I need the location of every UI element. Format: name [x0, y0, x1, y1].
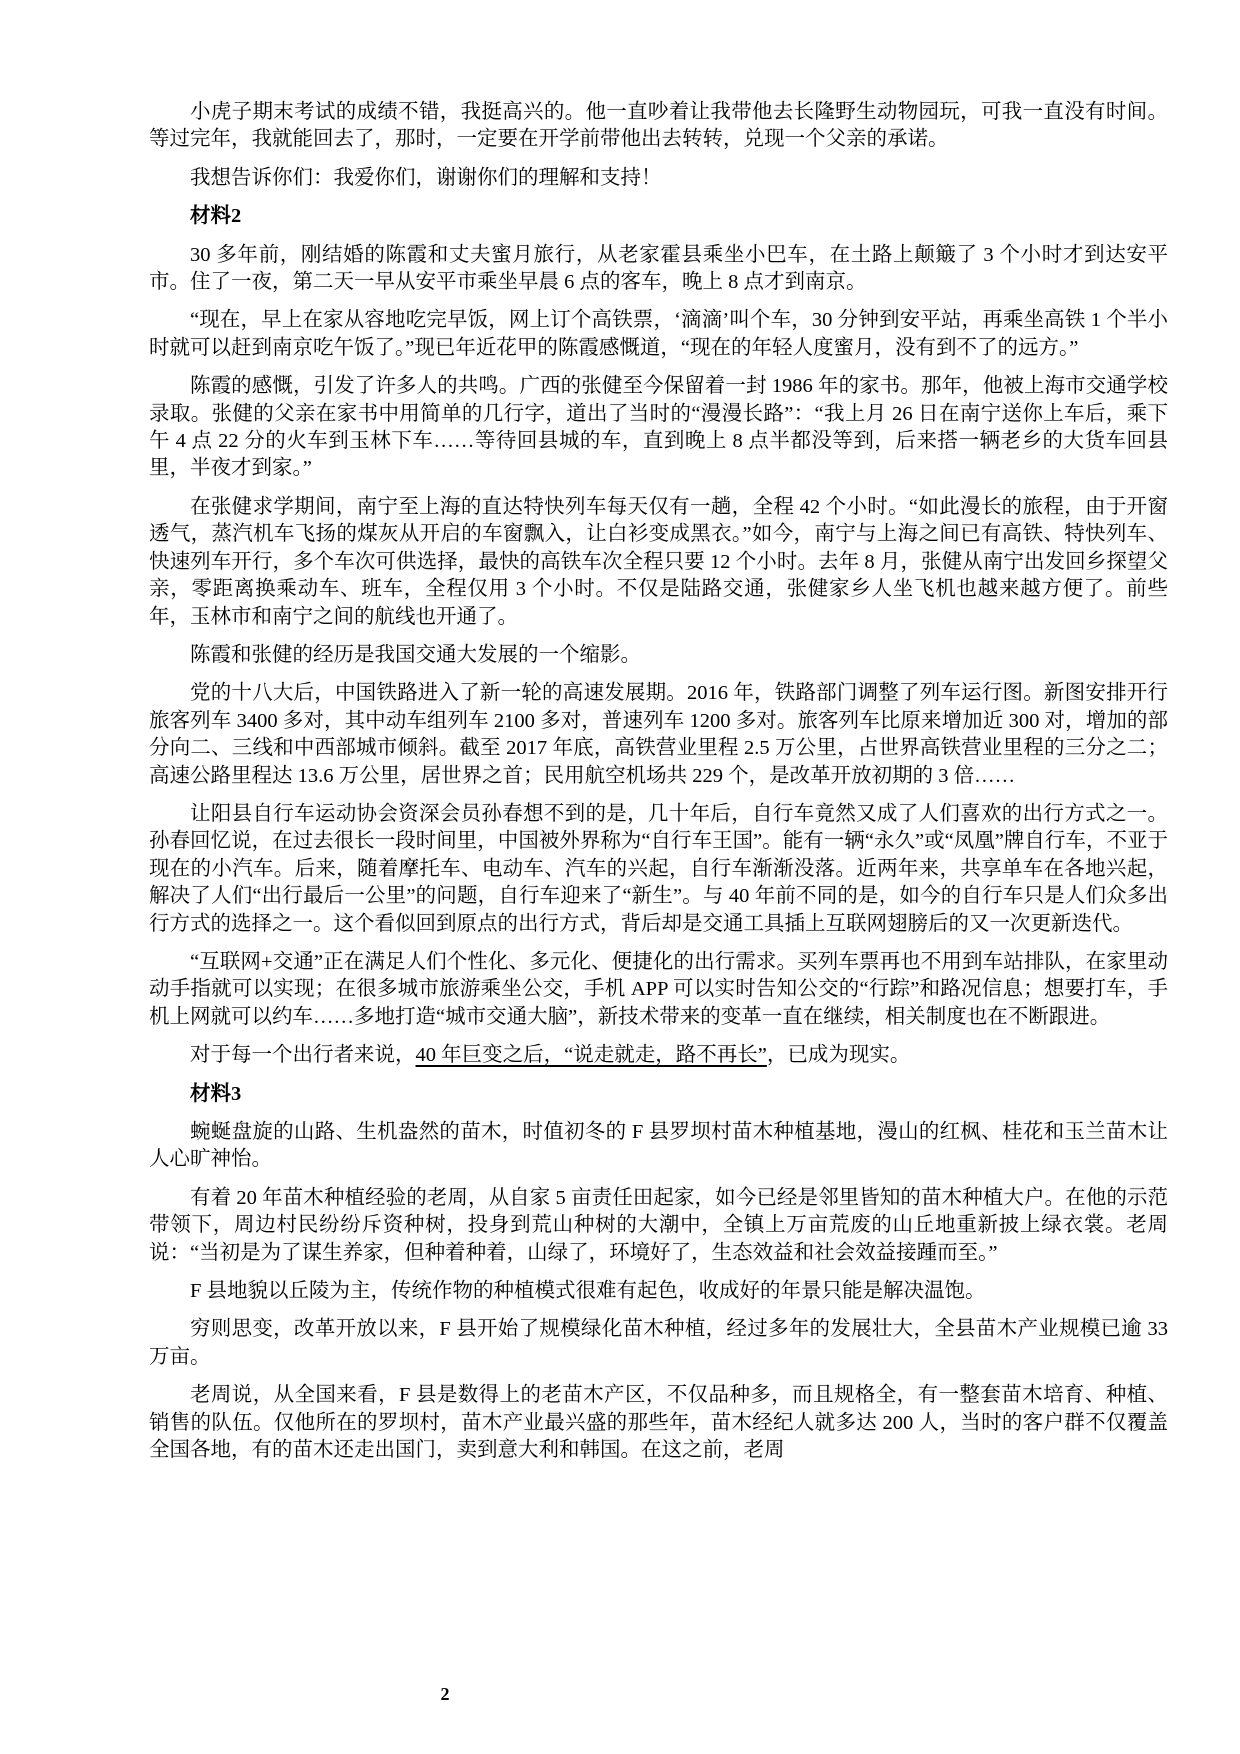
paragraph-text: 对于每一个出行者来说，	[190, 1044, 416, 1067]
paragraph: 30 多年前，刚结婚的陈霞和丈夫蜜月旅行，从老家霍县乘坐小巴车，在土路上颠簸了 3 个小时才到达安平市。住了一夜，第二天一早从安平市乘坐早晨 6 点的客车，晚上 8 点才到南京。	[149, 243, 1168, 294]
material-2-heading: 材料2	[190, 205, 242, 228]
paragraph: 陈霞和张健的经历是我国交通大发展的一个缩影。	[190, 643, 641, 666]
paragraph: 蜿蜒盘旋的山路、生机盎然的苗木，时值初冬的 F 县罗坝村苗木种植基地，漫山的红枫、桂花和玉兰苗木让人心旷神怡。	[149, 1121, 1168, 1171]
paragraph: 穷则思变，改革开放以来，F 县开始了规模绿化苗木种植，经过多年的发展壮大，全县苗木产业规模已逾 33 万亩。	[149, 1318, 1168, 1368]
paragraph: 老周说，从全国来看，F 县是数得上的老苗木产区，不仅品种多，而且规格全，有一整套苗木培育、种植、销售的队伍。仅他所在的罗坝村，苗木产业最兴盛的那些年，苗木经纪人就多达 200 人，当时的客户群不仅覆盖全国各地，有的苗木还走出国门，卖到意大利和韩国。在这之前，老周	[149, 1384, 1168, 1462]
material-3-heading: 材料3	[190, 1082, 242, 1105]
paragraph-text: ，已成为现实。	[766, 1044, 911, 1067]
paragraph: “互联网+交通”正在满足人们个性化、多元化、便捷化的出行需求。买列车票再也不用到车站排队，在家里动动手指就可以实现；在很多城市旅游乘坐公交，手机 APP 可以实时告知公交的“行踪”和路况信息；想要打车，手机上网就可以约车……多地打造“城市交通大脑”，新技术带来的变革一直在继续，相关制度也在不断跟进。	[149, 950, 1168, 1028]
paragraph: 我想告诉你们：我爱你们，谢谢你们的理解和支持！	[190, 166, 662, 189]
paragraph: 陈霞的感慨，引发了许多人的共鸣。广西的张健至今保留着一封 1986 年的家书。那年，他被上海市交通学校录取。张健的父亲在家书中用简单的几行字，道出了当时的“漫漫长路”：“我上月 26 日在南宁送你上车后，乘下午 4 点 22 分的火车到玉林下车……等待回县城的车，直到晚上 8 点半都没等到，后来搭一辆老乡的大货车回县里，半夜才到家。”	[149, 375, 1168, 480]
paragraph: F 县地貌以丘陵为主，传统作物的种植模式很难有起色，收成好的年景只能是解决温饱。	[190, 1280, 986, 1303]
document-page	[149, 99, 1168, 1475]
paragraph: 党的十八大后，中国铁路进入了新一轮的高速发展期。2016 年，铁路部门调整了列车运行图。新图安排开行旅客列车 3400 多对，其中动车组列车 2100 多对，普速列车 1200 多对。旅客列车比原来增加近 300 对，增加的部分向二、三线和中西部城市倾斜。截至 2017 年底，高铁营业里程 2.5 万公里，占世界高铁营业里程的三分之二；高速公路里程达 13.6 万公里，居世界之首；民用航空机场共 229 个，是改革开放初期的 3 倍……	[149, 682, 1168, 787]
underlined-phrase: 40 年巨变之后，“说走就走，路不再长”	[415, 1044, 767, 1067]
paragraph: 让阳县自行车运动协会资深会员孙春想不到的是，几十年后，自行车竟然又成了人们喜欢的出行方式之一。孙春回忆说，在过去很长一段时间里，中国被外界称为“自行车王国”。能有一辆“永久”或“凤凰”牌自行车，不亚于现在的小汽车。后来，随着摩托车、电动车、汽车的兴起，自行车渐渐没落。近两年来，共享单车在各地兴起，解决了人们“出行最后一公里”的问题，自行车迎来了“新生”。与 40 年前不同的是，如今的自行车只是人们众多出行方式的选择之一。这个看似回到原点的出行方式，背后却是交通工具插上互联网翅膀后的又一次更新迭代。	[149, 802, 1168, 935]
paragraph: “现在，早上在家从容地吃完早饭，网上订个高铁票，‘滴滴’叫个车，30 分钟到安平站，再乘坐高铁 1 个半小时就可以赶到南京吃午饭了。”现已年近花甲的陈霞感慨道，“现在的年轻人度蜜月，没有到不了的远方。”	[149, 309, 1168, 359]
paragraph-with-underline	[149, 1042, 1168, 1069]
paragraph: 有着 20 年苗木种植经验的老周，从自家 5 亩责任田起家，如今已经是邻里皆知的苗木种植大户。在他的示范带领下，周边村民纷纷斥资种树，投身到荒山种树的大潮中，全镇上万亩荒废的山丘地重新披上绿衣裳。老周说：“当初是为了谋生养家，但种着种着，山绿了，环境好了，生态效益和社会效益接踵而至。”	[149, 1186, 1168, 1264]
paragraph: 在张健求学期间，南宁至上海的直达特快列车每天仅有一趟，全程 42 个小时。“如此漫长的旅程，由于开窗透气，蒸汽机车飞扬的煤灰从开启的车窗飘入，让白衫变成黑衣。”如今，南宁与上海之间已有高铁、特快列车、快速列车开行，多个车次可供选择，最快的高铁车次全程只要 12 个小时。去年 8 月，张健从南宁出发回乡探望父亲，零距离换乘动车、班车，全程仅用 3 个小时。不仅是陆路交通，张健家乡人坐飞机也越来越方便了。前些年，玉林市和南宁之间的航线也开通了。	[149, 495, 1168, 628]
page-number: 2	[440, 1684, 450, 1704]
paragraph: 小虎子期末考试的成绩不错，我挺高兴的。他一直吵着让我带他去长隆野生动物园玩，可我一直没有时间。等过完年，我就能回去了，那时，一定要在开学前带他出去转转，兑现一个父亲的承诺。	[149, 101, 1168, 151]
